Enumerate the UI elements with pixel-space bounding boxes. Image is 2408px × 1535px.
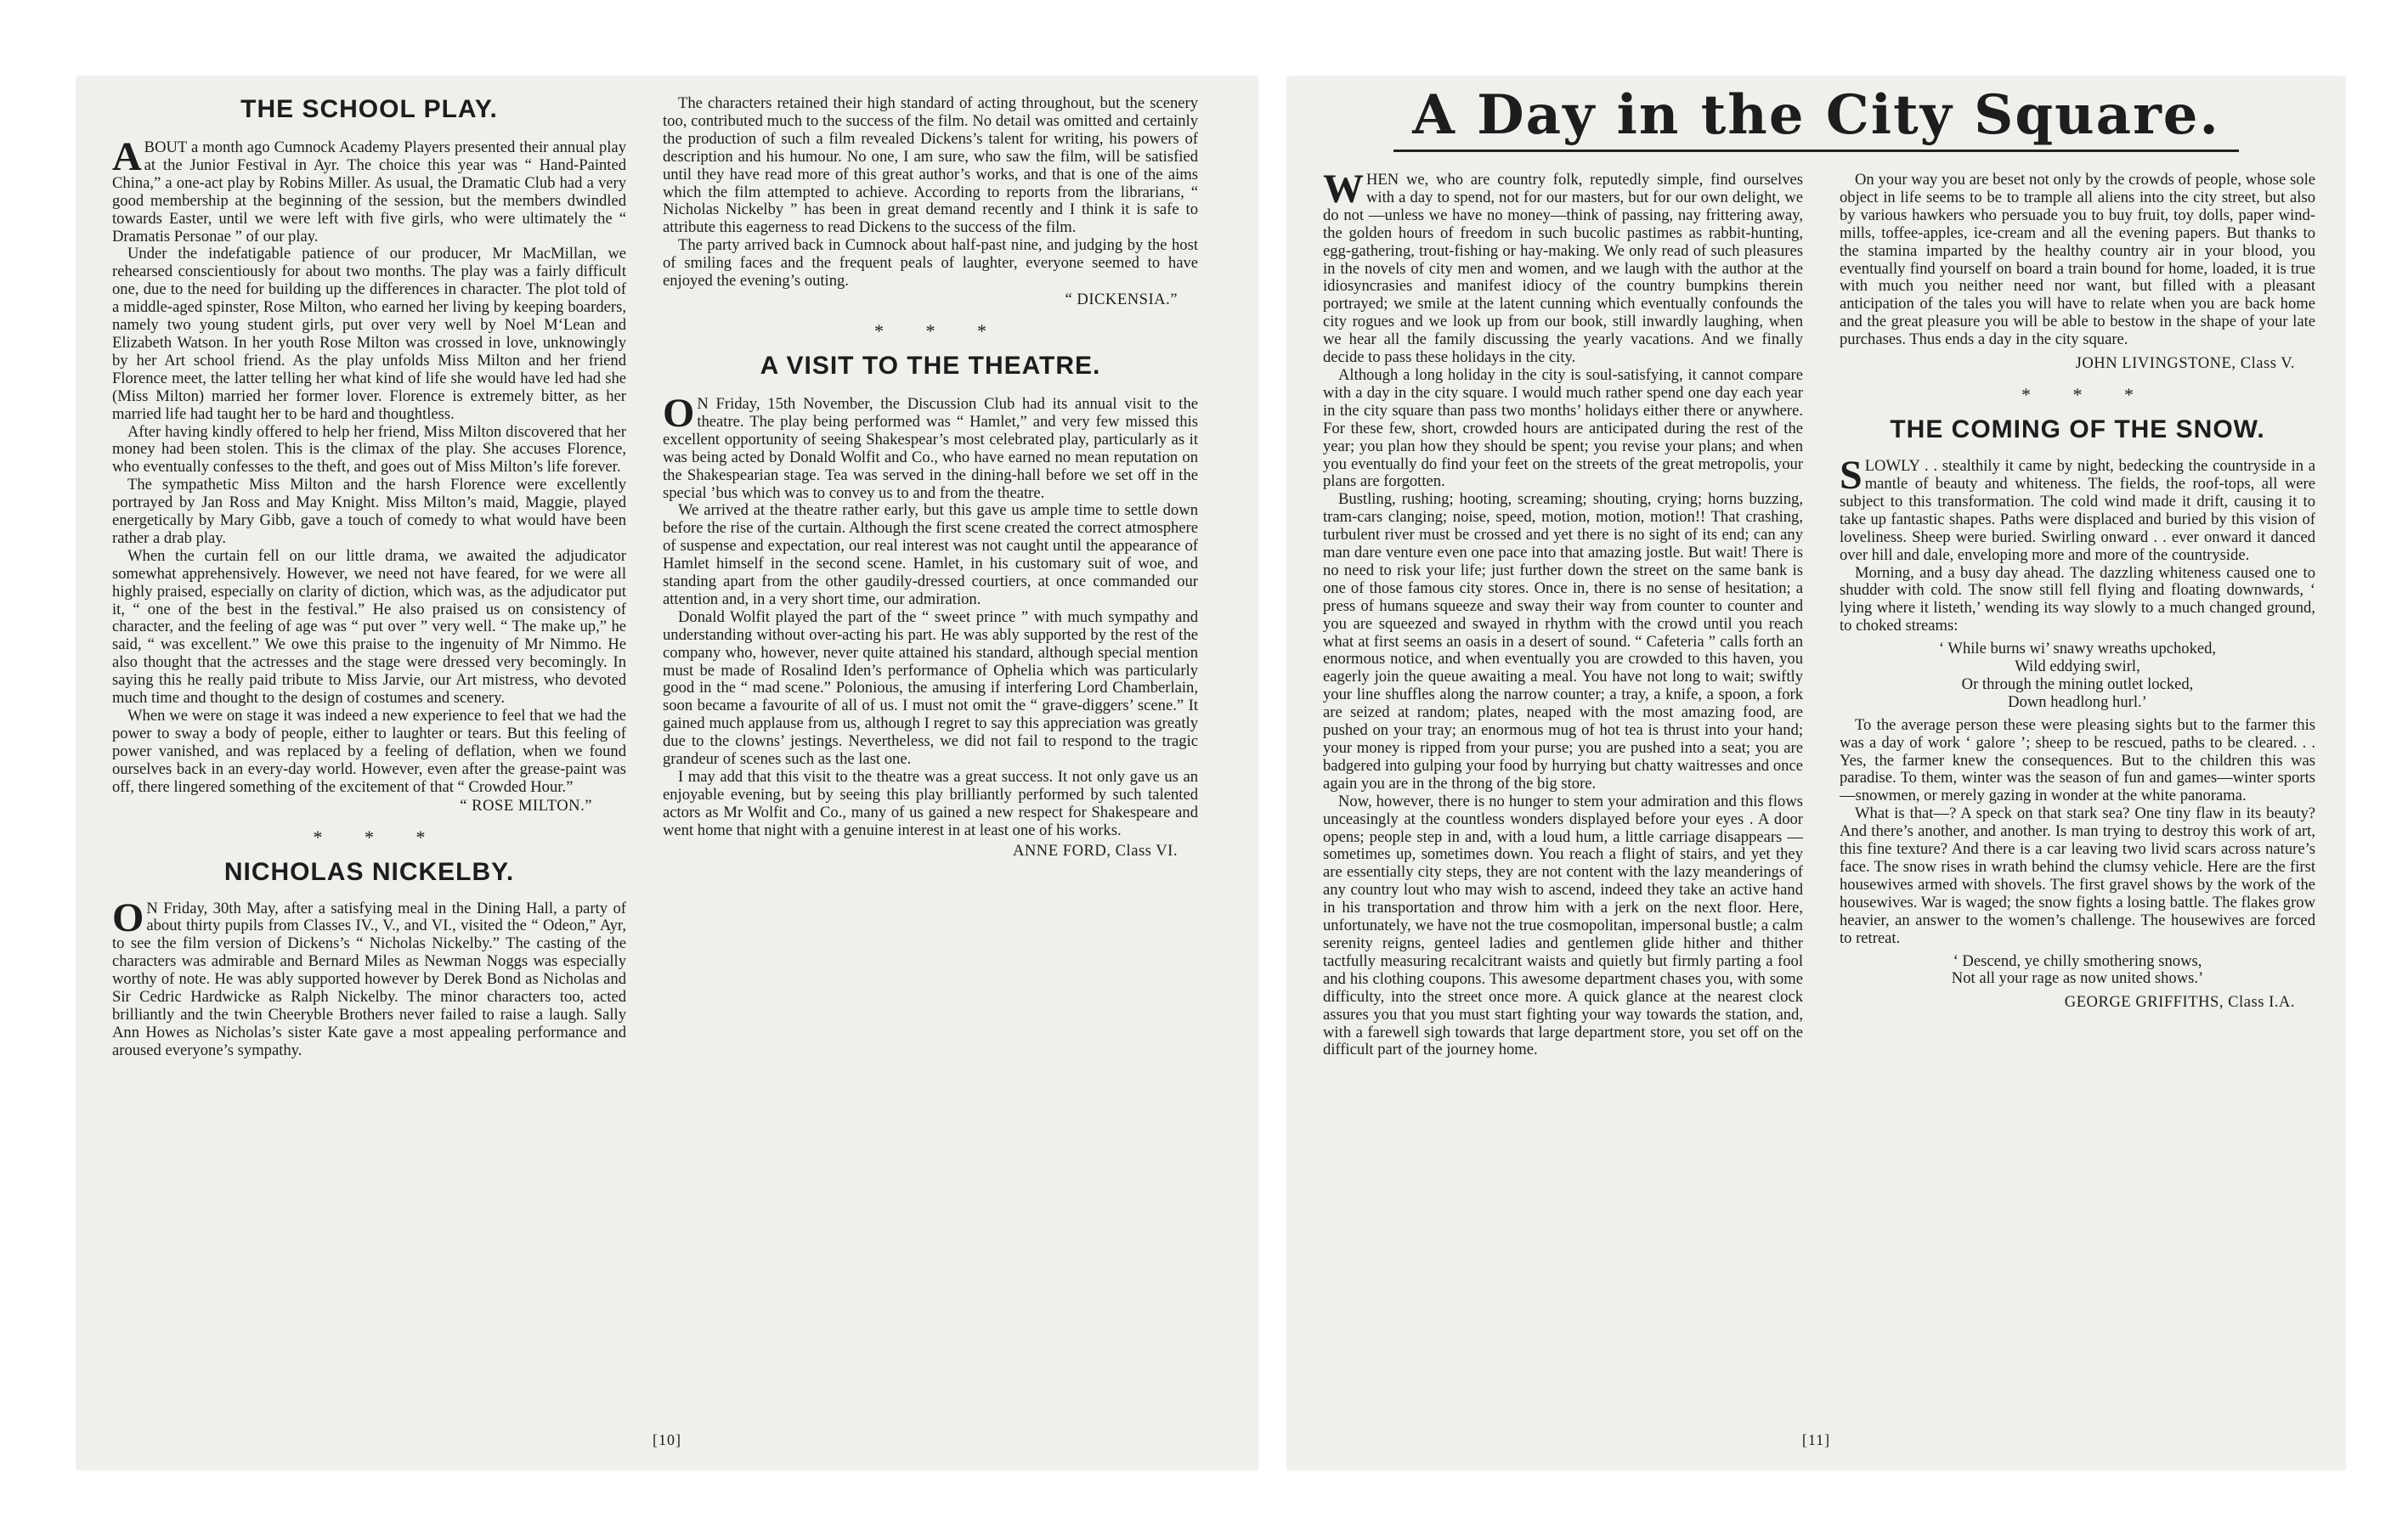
school-play-paragraph-2: Under the indefatigable patience of our producer, Mr MacMillan, we rehearsed conscientiously for about two months. The play was a fairly difficult one, due to the need for building up the differences in character. The plot told of a middle-aged spinster, Rose Milton, who earned her living by keeping boarders, namely two young student girls, put over very well by Noel M‘Lean and Elizabeth Watson. In her youth Rose Milton was crossed in love, unknowingly by her Art school friend. As the play unfolds Miss Milton and her friend Florence meet, the latter telling her what kind of life she would have led had she (Miss Milton) married her former lover. Florence is extremely bitter, as her married life had taught her to be hard and thoughtless. [112, 245, 626, 423]
verse-line: ‘ Descend, ye chilly smothering snows, [1953, 951, 2202, 970]
school-play-paragraph-1: ABOUT a month ago Cumnock Academy Players presented their annual play at the Junior Festival in Ayr. The choice this year was “ Hand-Painted China,” a one-act play by Robins Miller. As usual, the Dramatic Club had a very good membership at the beginning of the session, but the members dwindled towards Easter, until we were left with five girls, who were ultimately the “ Dramatis Personae ” of our play. [112, 134, 626, 245]
city-square-paragraph-5: On your way you are beset not only by the crowds of people, whose sole object in life seems to be to trample all aliens into the city street, but also by various hawkers who persuade you to buy fruit, toy dolls, paper wind-mills, toffee-apples, ice-cream and all the evening papers. But thanks to the stamina imparted by the healthy country air in your blood, you eventually find yourself on board a train bound for home, loaded, it is true with much you neither need nor want, but filled with a pleasant anticipation of the tales you will have to relate when you are back home and the great pleasure you will be able to bestow in the shape of your late purchases. Thus ends a day in the city square. [1840, 171, 2315, 349]
theatre-paragraph-4: I may add that this visit to the theatre was a great success. It not only gave us an enjoyable evening, but by seeing this play brilliantly performed by such talented actors as Mr Wolfit and Co., many of us gained a new respect for Shakespeare and went home that night with a genuine interest in at least one of his works. [663, 768, 1198, 839]
snow-paragraph-2: Morning, and a busy day ahead. The dazzling whiteness caused one to shudder with cold. The snow still fell flying and floating downwards, ‘ lying where it listeth,’ wending its way slowly to a much changed ground, to choked streams: [1840, 563, 2315, 635]
right-page [1287, 76, 2345, 1470]
verse-line: Not all your rage as now united shows.’ [1951, 969, 2204, 988]
school-play-paragraph-3: After having kindly offered to help her friend, Miss Milton discovered that her money had been stolen. This is the climax of the play. She accuses Florence, who eventually confesses to the theft, and goes out of Miss Milton’s life forever. [112, 422, 626, 477]
snow-verse-2 [1840, 953, 2315, 989]
school-play-title: THE SCHOOL PLAY. [240, 95, 498, 123]
section-separator: * * * [313, 826, 444, 848]
page-number-right: [11] [1801, 1431, 1831, 1448]
section-separator: * * * [2021, 384, 2152, 406]
city-square-paragraph-2: Although a long holiday in the city is soul-satisfying, it cannot compare with a day in the city square. I would much rather spend one day each year in the city square than pass two months’ holidays either there or anywhere. For these few, short, crowded hours are anticipated during the rest of the year; you plan how they should be spent; you revise your plans; and when you eventually do find your feet on the streets of the great metropolis, your plans are forgotten. [1323, 365, 1803, 491]
school-play-paragraph-4: The sympathetic Miss Milton and the harsh Florence were excellently portrayed by Jan Ross and May Knight. Miss Milton’s maid, Maggie, played energetically by Mary Gibb, gave a touch of comedy to what would have been rather a drab play. [112, 476, 626, 547]
city-square-signature: JOHN LIVINGSTONE, Class V. [2075, 354, 2295, 373]
theatre-title: A VISIT TO THE THEATRE. [760, 351, 1101, 380]
nickleby-paragraph-2: The characters retained their high standard of acting throughout, but the scenery too, contributed much to the success of the film. No detail was omitted and certainly the production of such a film revealed Dickens’s talent for writing, his powers of description and his humour. No one, I am sure, who saw the film, will be satisfied until they have read more of this great author’s works, and that is one of the aims which the film attempted to achieve. According to reports from the librarians, “ Nicholas Nickelby ” has been in great demand recently and I think it is safe to attribute this eagerness to read Dickens to the success of the film. [663, 94, 1198, 237]
city-square-paragraph-4: Now, however, there is no hunger to stem your admiration and this flows unceasingly at the countless wonders displayed before your eyes . A door opens; people step in and, with a loud hum, a little carriage disappears — sometimes up, sometimes down. You reach a flight of stairs, and yet they are essentially city steps, they are not content with the lazy meanderings of any country lout who may wish to ascend, indeed they take an active hand in his transportation and throw him with a jerk on the next floor. Here, unfortunately, we have not the true cosmopolitan, impersonal bustle; a calm serenity reigns, genteel ladies and gentlemen glide hither and thither tactfully measuring recalcitrant waists and quietly but firmly parting a fool and his clothing coupons. This awesome department chases you, with some difficulty, into the street once more. A quick glance at the nearest clock assures you that you must start fighting your way towards the station, and, with a farewell sigh towards that large department store, you set off on the difficult part of the journey home. [1323, 792, 1803, 1059]
snow-title: THE COMING OF THE SNOW. [1890, 415, 2265, 444]
nickleby-title: NICHOLAS NICKELBY. [223, 857, 515, 886]
snow-verse-1 [1840, 641, 2315, 712]
left-column-2 [663, 95, 1198, 861]
verse-line: Or through the mining outlet locked, [1961, 674, 2194, 693]
city-square-paragraph-1: WHEN we, who are country folk, reputedly simple, find ourselves with a day to spend, not for our masters, but for our own delight, we do not —unless we have no money—think of passing, nay frittering away, the golden hours of freedom in such bucolic pastimes as rabbit-hunting, egg-gathering, trout-fishing or hay-making. We only read of such pleasures in the novels of city men and women, and we laugh with the author at the idiosyncrasies and manifest idiocy of the country bumpkins therein portrayed; we smile at the latent cunning which eventually confounds the city rogues and we look up from our book, still inwardly laughing, when we hear all the family discussing the yearly vacations. And we finally decide to pass these holidays in the city. [1323, 166, 1803, 367]
snow-paragraph-3: To the average person these were pleasing sights but to the farmer this was a day of work ‘ galore ’; sheep to be rescued, paths to be cleared. . . Yes, the farmer knew the consequences. But to the children this was paradise. To them, winter was the season of fun and games—winter sports—snowmen, or merely gazing in wonder at the white panorama. [1840, 715, 2315, 805]
theatre-paragraph-2: We arrived at the theatre rather early, but this gave us ample time to settle down before the rise of the curtain. Although the first scene created the correct atmosphere of suspense and expectation, our real interest was not caught until the appearance of Hamlet himself in the second scene. Hamlet, in his customary suit of woe, and standing apart from the other gaudily-dressed courtiers, at once commanded our attention and, in a very short time, our admiration. [663, 501, 1198, 608]
snow-signature: GEORGE GRIFFITHS, Class I.A. [2064, 993, 2295, 1012]
school-play-signature: “ ROSE MILTON.” [460, 796, 592, 815]
verse-line: Wild eddying swirl, [2015, 657, 2140, 676]
section-separator: * * * [874, 319, 1005, 341]
school-play-paragraph-5: When the curtain fell on our little drama, we awaited the adjudicator somewhat apprehensively. However, we need not have feared, for we were all highly praised, especially on clarity of diction, which was, as the adjudicator put it, “ one of the best in the festival.” He also praised us on consistency of character, and the feeling of age was “ put over ” very well. “ The make up,” he said, “ was excellent.” We owe this praise to the ingenuity of Mr Nimmo. He also thought that the actresses and the stage were dressed very becomingly. In saying this he really paid tribute to Miss Jarvie, our Art mistress, who devoted much time and thought to the design of costumes and scenery. [112, 546, 626, 708]
dropcap: W [1323, 166, 1364, 212]
snow-paragraph-4: What is that—? A speck on that stark sea? One tiny flaw in its beauty? And there’s another, and another. Is man trying to destroy this work of art, this fine texture? And there is a car leaving two livid scars across nature’s face. The snow rises in wrath behind the clumsy vehicle. Here are the first housewives armed with shovels. The first gravel shows by the work of the housewives. War is waged; the snow fights a losing battle. The flakes grow heavier, an answer to the women’s challenge. The housewives are forced to retreat. [1840, 804, 2315, 947]
left-column-1 [112, 95, 626, 1060]
city-square-title: A Day in the City Square. [1412, 83, 2220, 147]
dropcap: O [112, 894, 144, 940]
city-square-paragraph-3: Bustling, rushing; hooting, screaming; shouting, crying; horns buzzing, tram-cars clanging; noise, speed, motion, motion, motion!! That crashing, turbulent river must be crossed and yet there is no sight of its end; can any man dare venture even one pace into that amazing jostle. But wait! There is no need to risk your life; just further down the street on the same bank is one of those famous city stores. Once in, there is no sense of hesitation; a press of humans squeeze and sway their way from counter to counter and you are squeezed and swayed in rhythm with the crowd until you reach what at first seems an oasis in a desert of sound. “ Cafeteria ” calls forth an enormous notice, and when eventually you are crowded to this haven, you eagerly join the queue awaiting a meal. You have not long to wait; swiftly your line shuffles along the narrow counter; a tray, a knife, a spoon, a fork are seized at random; plates, neaped with the most amazing food, are pushed on your tray; an enormous mug of hot tea is thrust into your hand; your money is ripped from your purse; you are pushed into a seat; you are badgered into gulping your food by hurrying but chatty waitresses and once again you are in the throng of the big store. [1323, 490, 1803, 793]
nickleby-paragraph-1: O N Friday, 30th May, after a satisfying meal in the Dining Hall, a party of about thirty pupils from Classes IV., V., and VI., visited the “ Odeon,” Ayr, to see the film version of Dickens’s “ Nicholas Nickelby.” The casting of the characters was admirable and Bernard Miles as Newman Noggs was especially worthy of note. He was ably supported however by Derek Bond as Nicholas and Sir Cedric Hardwicke as Ralph Nickelby. The minor characters too, acted brilliantly and the twin Cheeryble Brothers never failed to raise a laugh. Sally Ann Howes as Nicholas’s sister Kate gave a most appealing performance and aroused everyone’s sympathy. [112, 894, 626, 1059]
right-column-1 [1323, 166, 1803, 1059]
theatre-paragraph-3: Donald Wolfit played the part of the “ sweet prince ” with much sympathy and understanding without over-acting his part. He was ably supported by the rest of the company who, however, never quite attained his standard, although special mention must be made of Rosalind Iden’s performance of Ophelia which was particularly good in the “ mad scene.” Polonious, the amusing if interfering Lord Chamberlain, soon became a favourite of all of us. I must not omit the “ grave-diggers’ scene.” It gained much applause from us, although I regret to say this appreciation was greatly due to the clowns’ jestings. Nevertheless, we did not fail to respond to the tragic grandeur of scenes such as the last one. [663, 607, 1198, 769]
verse-line: ‘ While burns wi’ snawy wreaths upchoked, [1938, 640, 2217, 658]
school-play-paragraph-6: When we were on stage it was indeed a new experience to feel that we had the power to sway a body of people, either to laughter or tears. But this feeling of power vanished, and was replaced by a feeling of deflation, when we found ourselves back in an every-day world. However, even after the grease-paint was off, there lingered something of the excitement of that “ Crowded Hour.” [112, 707, 626, 796]
left-page [76, 76, 1258, 1470]
nickleby-signature: “ DICKENSIA.” [1065, 290, 1178, 308]
page-number-left: [10] [653, 1431, 681, 1448]
right-column-2 [1840, 172, 2315, 1012]
title-rule [1393, 150, 2239, 152]
dropcap: S [1840, 453, 1863, 499]
snow-paragraph-1: SLOWLY . . stealthily it came by night, bedecking the countryside in a mantle of beauty and whiteness. The fields, the roof-tops, all were subject to this transformation. The cold wind made it drift, causing it to take up fantastic shapes. Paths were displaced and buried by this vision of loveliness. Sheep were buried. Swirling onward . . ever onward it danced over hill and dale, enveloping more and more of the countryside. [1840, 453, 2315, 564]
verse-line: Down headlong hurl.’ [2008, 692, 2147, 711]
nickleby-paragraph-3: The party arrived back in Cumnock about half-past nine, and judging by the host of smiling faces and the frequent peals of laughter, everyone seemed to have enjoyed the evening’s outing. [663, 236, 1198, 291]
theatre-paragraph-1: O N Friday, 15th November, the Discussion Club had its annual visit to the theatre. The play being performed was “ Hamlet,” and very few missed this excellent opportunity of seeing Shakespear’s most celebrated play, particularly as it was being acted by Donald Wolfit and Co., who have earned no mean reputation on the Shakespearian stage. Tea was served in the dining-hall before we set off in the special ’bus which was to convey us to and from the theatre. [663, 390, 1198, 502]
theatre-signature: ANNE FORD, Class VI. [1012, 841, 1178, 860]
dropcap: O [663, 390, 695, 436]
dropcap: A [112, 134, 142, 179]
